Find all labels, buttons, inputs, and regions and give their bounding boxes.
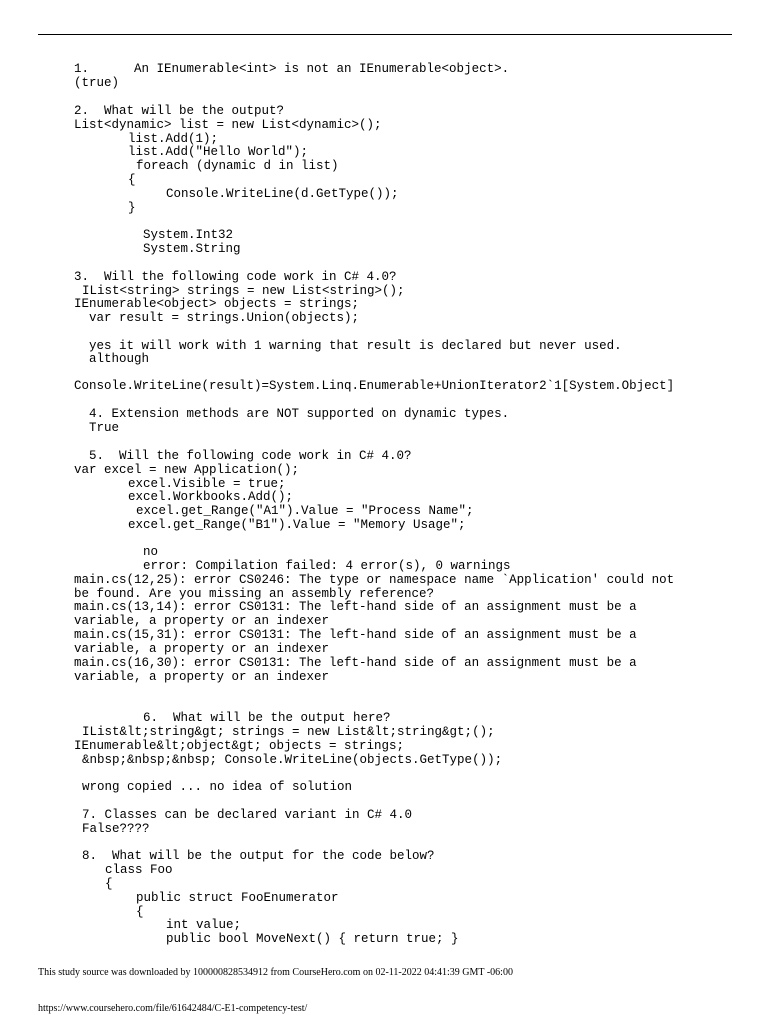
top-rule [38,34,732,35]
text-line: variable, a property or an indexer [74,670,330,684]
text-line: IList&lt;string&gt; strings = new List&lt;string&gt;(); [82,725,495,739]
text-line: excel.get_Range("A1").Value = "Process Name"; [136,504,474,518]
text-line: int value; [166,918,242,932]
text-line: } [128,201,136,215]
text-line: list.Add("Hello World"); [128,145,309,159]
text-line: IList<string> strings = new List<string>(); [82,284,405,298]
text-line: True [89,421,120,435]
text-line: excel.get_Range("B1").Value = "Memory Usage"; [128,518,466,532]
text-line: { [128,173,136,187]
text-line: excel.Workbooks.Add(); [128,490,294,504]
text-line: var result = strings.Union(objects); [89,311,360,325]
footer-download-notice: This study source was downloaded by 100000828534912 from CourseHero.com on 02-11-2022 04:41:39 GMT -06:00 [38,967,513,978]
text-line: main.cs(13,14): error CS0131: The left-hand side of an assignment must be a [74,600,637,614]
text-line: 4. Extension methods are NOT supported on dynamic types. [89,407,510,421]
text-line: IEnumerable<object> objects = strings; [74,297,360,311]
text-line: no [143,545,159,559]
text-line: class Foo [105,863,173,877]
text-line: main.cs(16,30): error CS0131: The left-hand side of an assignment must be a [74,656,637,670]
text-line: 5. Will the following code work in C# 4.0? [89,449,412,463]
text-line: foreach (dynamic d in list) [136,159,339,173]
text-line: excel.Visible = true; [128,477,286,491]
text-line: main.cs(15,31): error CS0131: The left-hand side of an assignment must be a [74,628,637,642]
text-line: public bool MoveNext() { return true; } [166,932,459,946]
text-line: 7. Classes can be declared variant in C# 4.0 [82,808,413,822]
text-line: list.Add(1); [128,132,219,146]
text-line: &nbsp;&nbsp;&nbsp; Console.WriteLine(objects.GetType()); [82,753,503,767]
footer-url: https://www.coursehero.com/file/61642484/C-E1-competency-test/ [38,1003,308,1014]
text-line: Console.WriteLine(d.GetType()); [166,187,399,201]
text-line: 6. What will be the output here? [143,711,391,725]
text-line: IEnumerable&lt;object&gt; objects = strings; [74,739,405,753]
text-line: yes it will work with 1 warning that result is declared but never used. [89,339,622,353]
text-line: 8. What will be the output for the code below? [82,849,435,863]
text-line: (true) [74,76,120,90]
text-line: 2. What will be the output? [74,104,285,118]
text-line: List<dynamic> list = new List<dynamic>(); [74,118,382,132]
text-line: System.String [143,242,241,256]
text-line: False???? [82,822,150,836]
text-line: System.Int32 [143,228,234,242]
text-line: variable, a property or an indexer [74,614,330,628]
text-line: { [136,905,144,919]
text-line: Console.WriteLine(result)=System.Linq.Enumerable+UnionIterator2`1[System.Object] [74,379,675,393]
text-line: 3. Will the following code work in C# 4.0? [74,270,397,284]
text-line: error: Compilation failed: 4 error(s), 0 warnings [143,559,511,573]
text-line: be found. Are you missing an assembly reference? [74,587,435,601]
text-line: wrong copied ... no idea of solution [82,780,353,794]
text-line: variable, a property or an indexer [74,642,330,656]
text-line: main.cs(12,25): error CS0246: The type or namespace name `Application' could not [74,573,675,587]
text-line: { [105,877,113,891]
text-line: public struct FooEnumerator [136,891,339,905]
text-line: var excel = new Application(); [74,463,300,477]
text-line: 1. An IEnumerable<int> is not an IEnumerable<object>. [74,62,510,76]
text-line: although [89,352,150,366]
